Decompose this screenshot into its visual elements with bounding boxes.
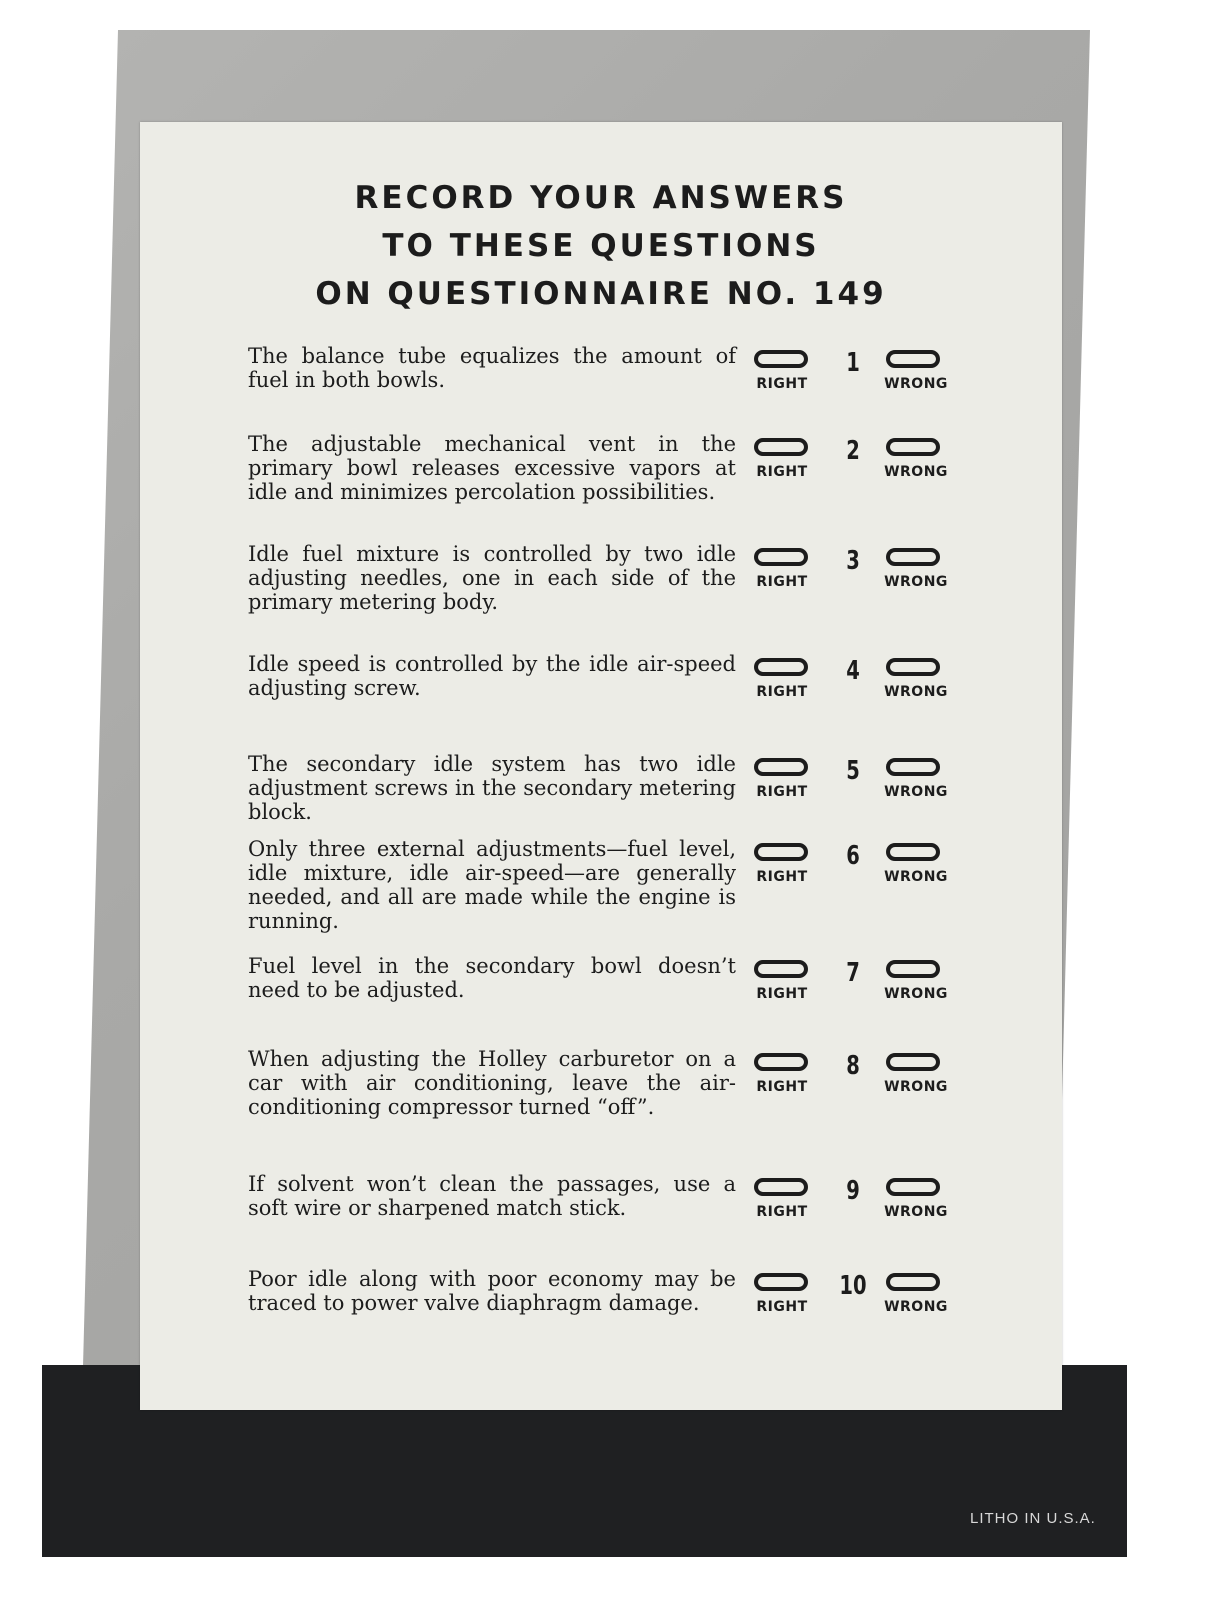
right-answer-oval[interactable]: [754, 438, 808, 456]
question-number: 9: [846, 1176, 860, 1206]
question-text: The adjustable mechanical vent in the primary bowl releases excessive vapors at idle and minimizes percolation possibilities.: [248, 432, 736, 504]
right-label: RIGHT: [756, 1204, 808, 1220]
wrong-answer-oval[interactable]: [886, 960, 940, 978]
wrong-answer-oval[interactable]: [886, 658, 940, 676]
wrong-label: WRONG: [884, 986, 948, 1002]
question-number: 5: [846, 756, 860, 786]
right-answer-oval[interactable]: [754, 548, 808, 566]
wrong-answer-oval[interactable]: [886, 1273, 940, 1291]
wrong-label: WRONG: [884, 574, 948, 590]
right-answer-oval[interactable]: [754, 350, 808, 368]
right-answer-oval[interactable]: [754, 843, 808, 861]
wrong-answer-oval[interactable]: [886, 1178, 940, 1196]
question-text: If solvent won’t clean the passages, use a soft wire or sharpened match stick.: [248, 1172, 736, 1220]
question-row: [140, 344, 1062, 434]
question-text: Only three external adjustments—fuel level, idle mixture, idle air-speed—are generally needed, and all are made while the engine is running.: [248, 837, 736, 933]
question-row: [140, 432, 1062, 522]
wrong-answer-oval[interactable]: [886, 758, 940, 776]
wrong-label: WRONG: [884, 376, 948, 392]
question-text: Idle fuel mixture is controlled by two idle adjusting needles, one in each side of the primary metering body.: [248, 542, 736, 614]
right-answer-oval[interactable]: [754, 658, 808, 676]
right-label: RIGHT: [756, 376, 808, 392]
right-label: RIGHT: [756, 986, 808, 1002]
question-text: Poor idle along with poor economy may be traced to power valve diaphragm damage.: [248, 1267, 736, 1315]
question-number: 8: [846, 1051, 860, 1081]
wrong-answer-oval[interactable]: [886, 548, 940, 566]
wrong-answer-oval[interactable]: [886, 438, 940, 456]
card-heading: [140, 174, 1062, 318]
question-row: [140, 1267, 1062, 1357]
question-number: 1: [846, 348, 860, 378]
heading-line-1: RECORD YOUR ANSWERS: [354, 180, 848, 216]
question-row: [140, 542, 1062, 632]
litho-imprint: LITHO IN U.S.A.: [970, 1510, 1096, 1527]
wrong-label: WRONG: [884, 1204, 948, 1220]
wrong-answer-oval[interactable]: [886, 1053, 940, 1071]
right-answer-oval[interactable]: [754, 1053, 808, 1071]
question-row: [140, 1172, 1062, 1262]
question-text: Fuel level in the secondary bowl doesn’t need to be adjusted.: [248, 954, 736, 1002]
question-text: When adjusting the Holley carburetor on a car with air conditioning, leave the air-conditioning compressor turned “off”.: [248, 1047, 736, 1119]
question-text: The balance tube equalizes the amount of fuel in both bowls.: [248, 344, 736, 392]
wrong-answer-oval[interactable]: [886, 843, 940, 861]
wrong-answer-oval[interactable]: [886, 350, 940, 368]
heading-line-3: ON QUESTIONNAIRE NO. 149: [315, 276, 887, 312]
right-answer-oval[interactable]: [754, 1178, 808, 1196]
right-label: RIGHT: [756, 1079, 808, 1095]
heading-line-2: TO THESE QUESTIONS: [382, 228, 820, 264]
question-text: The secondary idle system has two idle adjustment screws in the secondary metering block.: [248, 752, 736, 824]
right-label: RIGHT: [756, 869, 808, 885]
questionnaire-card: [140, 122, 1062, 1410]
question-row: [140, 837, 1062, 933]
right-label: RIGHT: [756, 464, 808, 480]
question-row: [140, 652, 1062, 742]
wrong-label: WRONG: [884, 1079, 948, 1095]
right-label: RIGHT: [756, 684, 808, 700]
question-row: [140, 752, 1062, 842]
wrong-label: WRONG: [884, 464, 948, 480]
right-label: RIGHT: [756, 574, 808, 590]
question-number: 7: [846, 958, 860, 988]
question-row: [140, 954, 1062, 1044]
question-number: 10: [839, 1271, 867, 1301]
right-answer-oval[interactable]: [754, 960, 808, 978]
wrong-label: WRONG: [884, 684, 948, 700]
question-row: [140, 1047, 1062, 1137]
wrong-label: WRONG: [884, 784, 948, 800]
question-number: 4: [846, 656, 860, 686]
question-text: Idle speed is controlled by the idle air-speed adjusting screw.: [248, 652, 736, 700]
question-number: 3: [846, 546, 860, 576]
right-label: RIGHT: [756, 784, 808, 800]
right-answer-oval[interactable]: [754, 1273, 808, 1291]
question-number: 2: [846, 436, 860, 466]
right-answer-oval[interactable]: [754, 758, 808, 776]
right-label: RIGHT: [756, 1299, 808, 1315]
wrong-label: WRONG: [884, 1299, 948, 1315]
wrong-label: WRONG: [884, 869, 948, 885]
question-number: 6: [846, 841, 860, 871]
